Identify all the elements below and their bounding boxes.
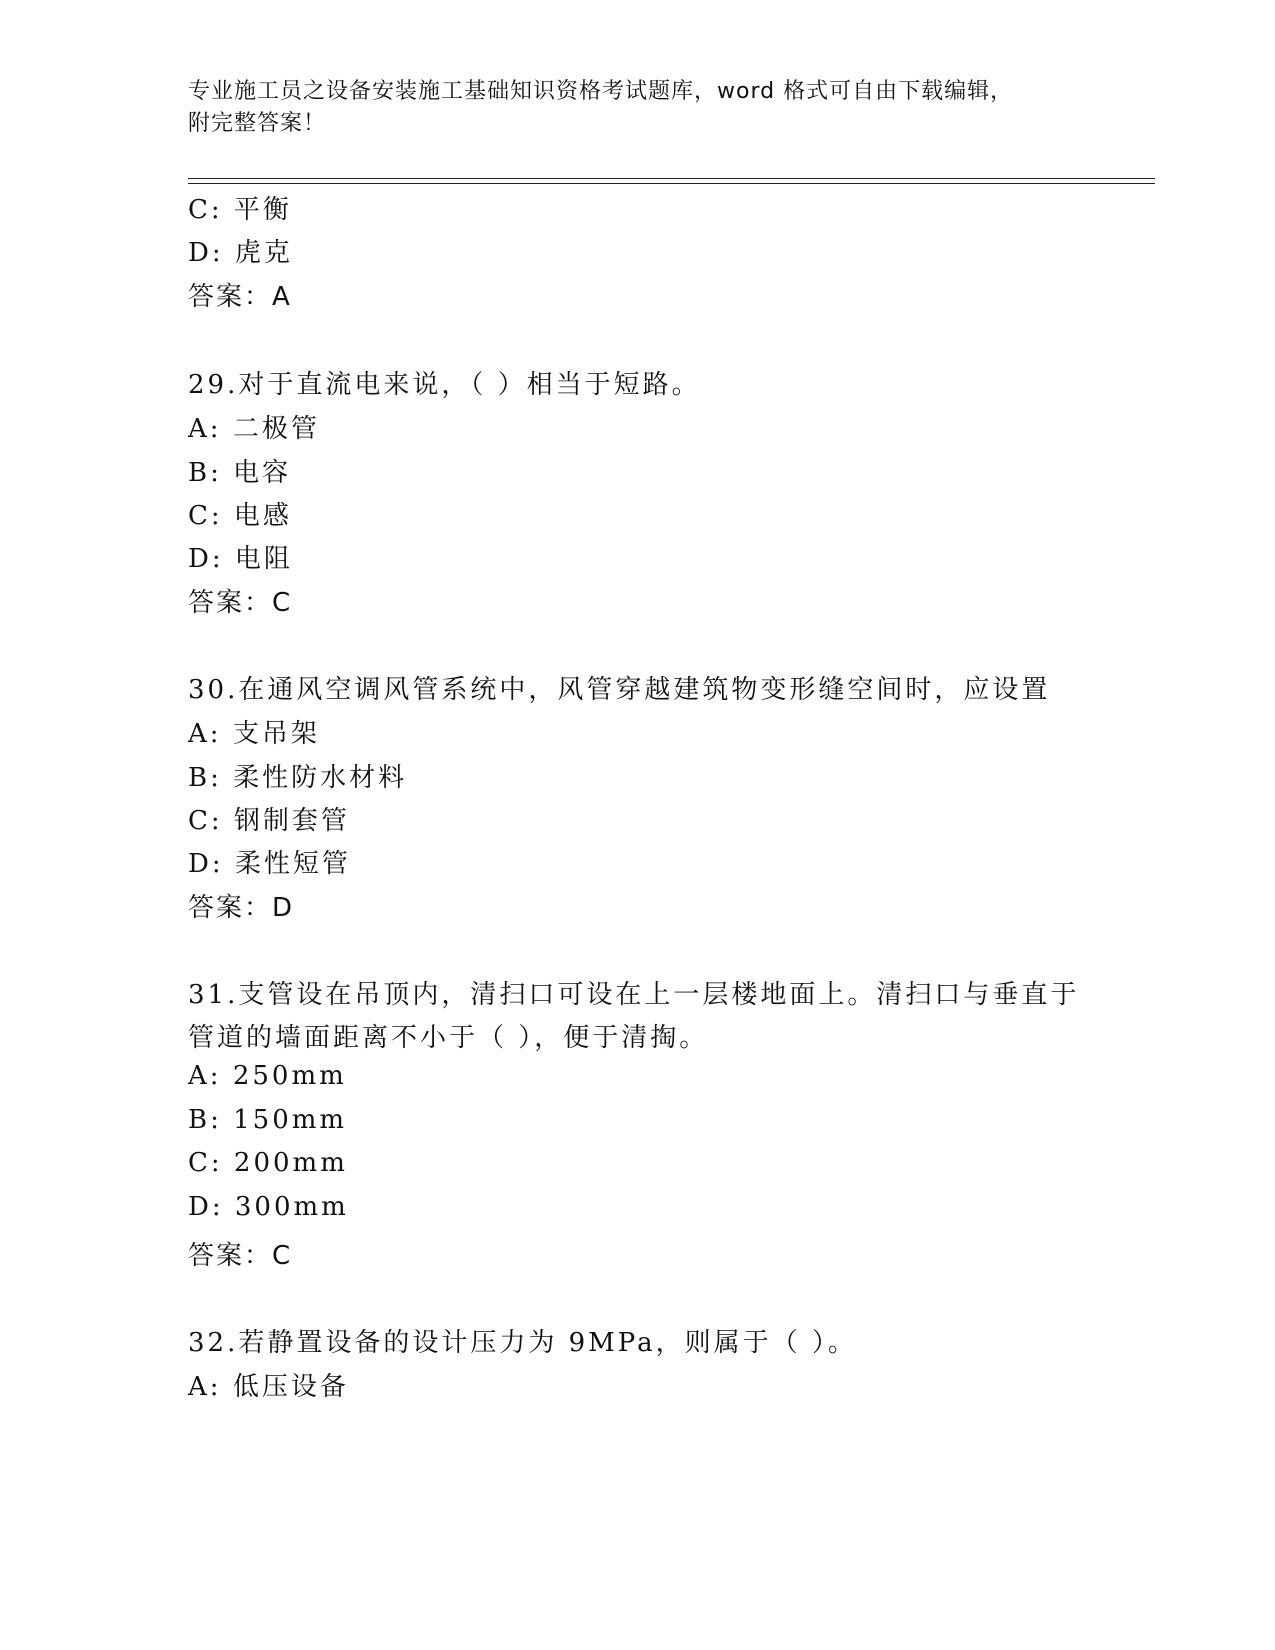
option-text: 柔性短管 <box>234 849 351 879</box>
option-a <box>188 1366 349 1403</box>
header-line-1: 专业施工员之设备安装施工基础知识资格考试题库，word 格式可自由下载编辑， <box>188 79 1014 104</box>
option-label: D: <box>188 238 224 268</box>
option-text: 300mm <box>234 1192 349 1222</box>
option-label: C: <box>188 195 223 225</box>
option-label: B: <box>188 1105 222 1135</box>
option-d <box>188 1192 349 1222</box>
option-text: 电阻 <box>234 544 293 574</box>
option-label: A: <box>188 414 222 444</box>
header-divider-thin <box>188 183 1155 184</box>
option-a <box>188 408 320 445</box>
option-text: 低压设备 <box>232 1372 349 1402</box>
option-b <box>188 1105 347 1135</box>
answer: 答案：A <box>188 282 292 312</box>
option-label: C: <box>188 1148 223 1178</box>
option-text: 柔性防水材料 <box>233 763 408 793</box>
option-d <box>188 538 293 575</box>
option-label: A: <box>188 1061 222 1091</box>
option-text: 250mm <box>232 1061 347 1091</box>
option-a <box>188 1061 347 1091</box>
option-c <box>188 189 292 226</box>
document-header <box>188 76 1068 140</box>
option-label: D: <box>188 544 224 574</box>
option-label: B: <box>188 458 222 488</box>
option-label: D: <box>188 849 224 879</box>
option-text: 150mm <box>233 1105 348 1135</box>
option-label: C: <box>188 501 223 531</box>
option-label: B: <box>188 763 222 793</box>
option-label: A: <box>188 1372 222 1402</box>
answer: 答案：C <box>188 588 293 618</box>
option-a <box>188 713 320 750</box>
header-line-2: 附完整答案！ <box>188 111 327 136</box>
answer: 答案：D <box>188 893 295 923</box>
option-text: 虎克 <box>234 238 293 268</box>
option-text: 200mm <box>233 1148 348 1178</box>
header-divider <box>188 178 1155 179</box>
option-text: 钢制套管 <box>233 806 350 836</box>
option-text: 电感 <box>233 501 292 531</box>
question-31-text: 31.支管设在吊顶内，清扫口可设在上一层楼地面上。清扫口与垂直于 <box>188 980 1080 1010</box>
option-label: D: <box>188 1192 224 1222</box>
question-29-text: 29.对于直流电来说，（ ）相当于短路。 <box>188 370 701 400</box>
option-label: A: <box>188 719 222 749</box>
option-c <box>188 800 350 837</box>
option-d <box>188 843 351 880</box>
question-32-text: 32.若静置设备的设计压力为 9MPa，则属于（ ）。 <box>188 1328 857 1358</box>
option-text: 支吊架 <box>232 719 320 749</box>
option-b <box>188 452 291 489</box>
question-30-text: 30.在通风空调风管系统中，风管穿越建筑物变形缝空间时，应设置 <box>188 675 1051 705</box>
option-c <box>188 1148 348 1178</box>
option-label: C: <box>188 806 223 836</box>
option-text: 平衡 <box>233 195 292 225</box>
option-b <box>188 757 407 794</box>
option-c <box>188 495 292 532</box>
option-d <box>188 232 293 269</box>
question-31-text-cont: 管道的墙面距离不小于（ ），便于清掏。 <box>188 1023 709 1053</box>
option-text: 二极管 <box>232 414 320 444</box>
option-text: 电容 <box>233 458 292 488</box>
answer: 答案：C <box>188 1241 293 1271</box>
